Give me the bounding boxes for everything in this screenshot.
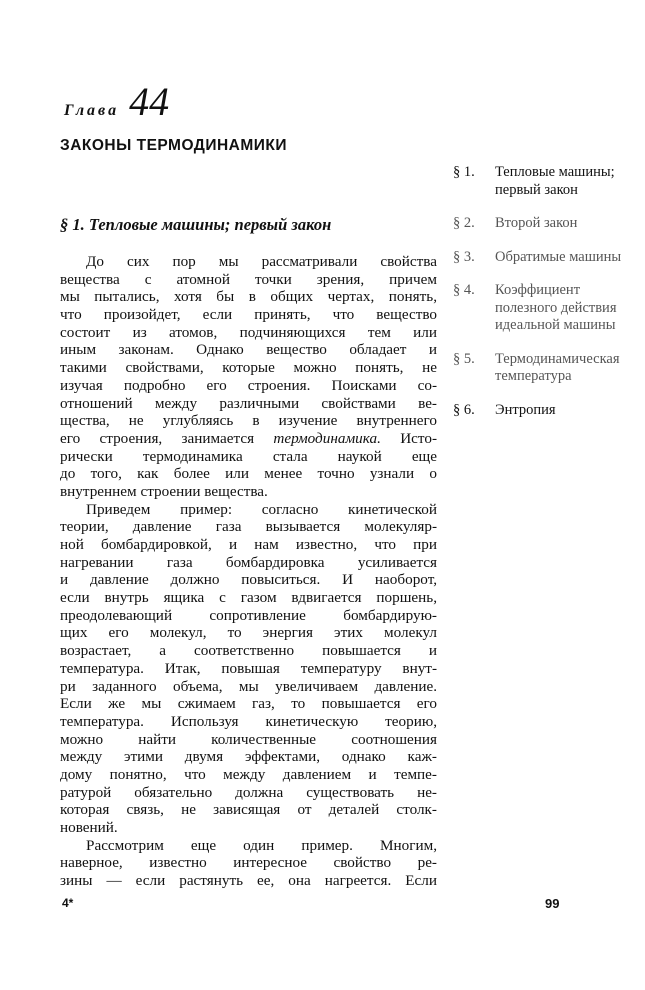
body-line: новений.	[60, 819, 118, 836]
body-line: такими свойствами, которые можно понять, не	[60, 359, 437, 377]
signature-mark: 4*	[62, 896, 74, 910]
toc-number: § 1.	[453, 164, 475, 180]
body-line: внутреннем строении вещества.	[60, 482, 268, 500]
body-line: До сих пор мы рассматривали свойства	[86, 253, 437, 270]
body-fragment: его строения, занимается	[60, 429, 255, 447]
term-emphasis: термодинамика.	[273, 429, 381, 447]
toc-entry	[453, 351, 638, 386]
body-line: Приведем пример: согласно кинетической	[86, 500, 437, 518]
toc-title: Энтропия	[495, 401, 556, 418]
body-line-mixed	[60, 430, 437, 448]
toc-number: § 5.	[453, 350, 475, 367]
body-line: зины — если растянуть ее, она нагреется. Если	[60, 872, 437, 890]
body-line: температура. Итак, повышая температуру внут-	[60, 659, 437, 677]
toc-number: § 2.	[453, 215, 475, 231]
body-line: которая связь, не зависящая от деталей столк-	[60, 801, 437, 819]
toc-number: § 3.	[453, 248, 475, 265]
body-line: и давление должно повыситься. И наоборот,	[60, 571, 437, 589]
toc-entry	[453, 249, 638, 267]
body-line: температура. Используя кинетическую теорию,	[60, 712, 437, 730]
body-line: отношений между различными свойствами ве-	[60, 394, 437, 412]
toc-title: Обратимые машины	[495, 248, 622, 265]
section-heading: § 1. Тепловые машины; первый закон	[60, 215, 332, 234]
body-line: ратурой обязательно должна существовать не-	[60, 783, 437, 801]
body-line: нагревании газа бомбардировка усиливается	[60, 553, 437, 571]
chapter-title: ЗАКОНЫ ТЕРМОДИНАМИКИ	[60, 137, 288, 154]
chapter-label	[64, 78, 169, 125]
body-line: иным законам. Однако вещество обладает и	[60, 341, 437, 359]
body-text	[60, 253, 437, 890]
body-line: дому понятно, что между давлением и темпе-	[60, 765, 437, 783]
body-line: рически термодинамика стала наукой еще	[60, 447, 437, 465]
toc-title: Второй закон	[495, 215, 578, 231]
toc-number: § 4.	[453, 282, 475, 298]
page-number: 99	[545, 896, 560, 911]
body-line: мы пытались, хотя бы в общих чертах, понять,	[60, 288, 437, 306]
body-line: щества, не углубляясь в изучение внутреннего	[60, 412, 437, 430]
body-fragment: Исто-	[380, 429, 437, 447]
body-line: преодолевающий сопротивление бомбардирую-	[60, 606, 437, 624]
body-line: изучая подробно его строения. Поисками со-	[60, 376, 437, 394]
body-line: Если же мы сжимаем газ, то повышается его	[60, 695, 437, 713]
toc-number: § 6.	[453, 401, 475, 418]
body-line: возрастает, а соответственно повышается и	[60, 642, 437, 660]
chapter-word: Глава	[64, 102, 120, 119]
toc-entry	[453, 402, 638, 420]
body-line: можно найти количественные соотношения	[60, 730, 437, 748]
body-line: теории, давление газа вызывается молекуляр-	[60, 518, 437, 536]
toc-title: Коэффициент полезного действия идеальной машины	[495, 282, 617, 333]
body-line: состоит из атомов, подчиняющихся тем или	[60, 323, 437, 341]
body-line: до того, как более или менее точно узнали о	[60, 465, 437, 483]
body-line: вещества с атомной точки зрения, причем	[60, 270, 437, 288]
body-line: между этими двумя эффектами, однако каж-	[60, 748, 437, 766]
body-line: наверное, известно интересное свойство ре-	[60, 854, 437, 872]
chapter-contents	[453, 164, 638, 435]
toc-entry	[453, 164, 638, 199]
toc-title: Тепловые машины; первый закон	[495, 164, 615, 198]
chapter-number: 44	[129, 79, 170, 124]
body-line: если внутрь ящика с газом вдвигается поршень,	[60, 589, 437, 607]
body-line: ри заданного объема, мы увеличиваем давление.	[60, 677, 437, 695]
toc-title: Термодинамическая температура	[495, 350, 620, 384]
toc-entry	[453, 215, 638, 233]
body-line: ной бомбардировкой, и нам известно, что при	[60, 536, 437, 553]
body-line: Рассмотрим еще один пример. Многим,	[86, 836, 437, 854]
body-line: что произойдет, если принять, что вещество	[60, 306, 437, 324]
body-line: щих его молекул, то энергия этих молекул	[60, 624, 437, 642]
toc-entry	[453, 282, 638, 335]
